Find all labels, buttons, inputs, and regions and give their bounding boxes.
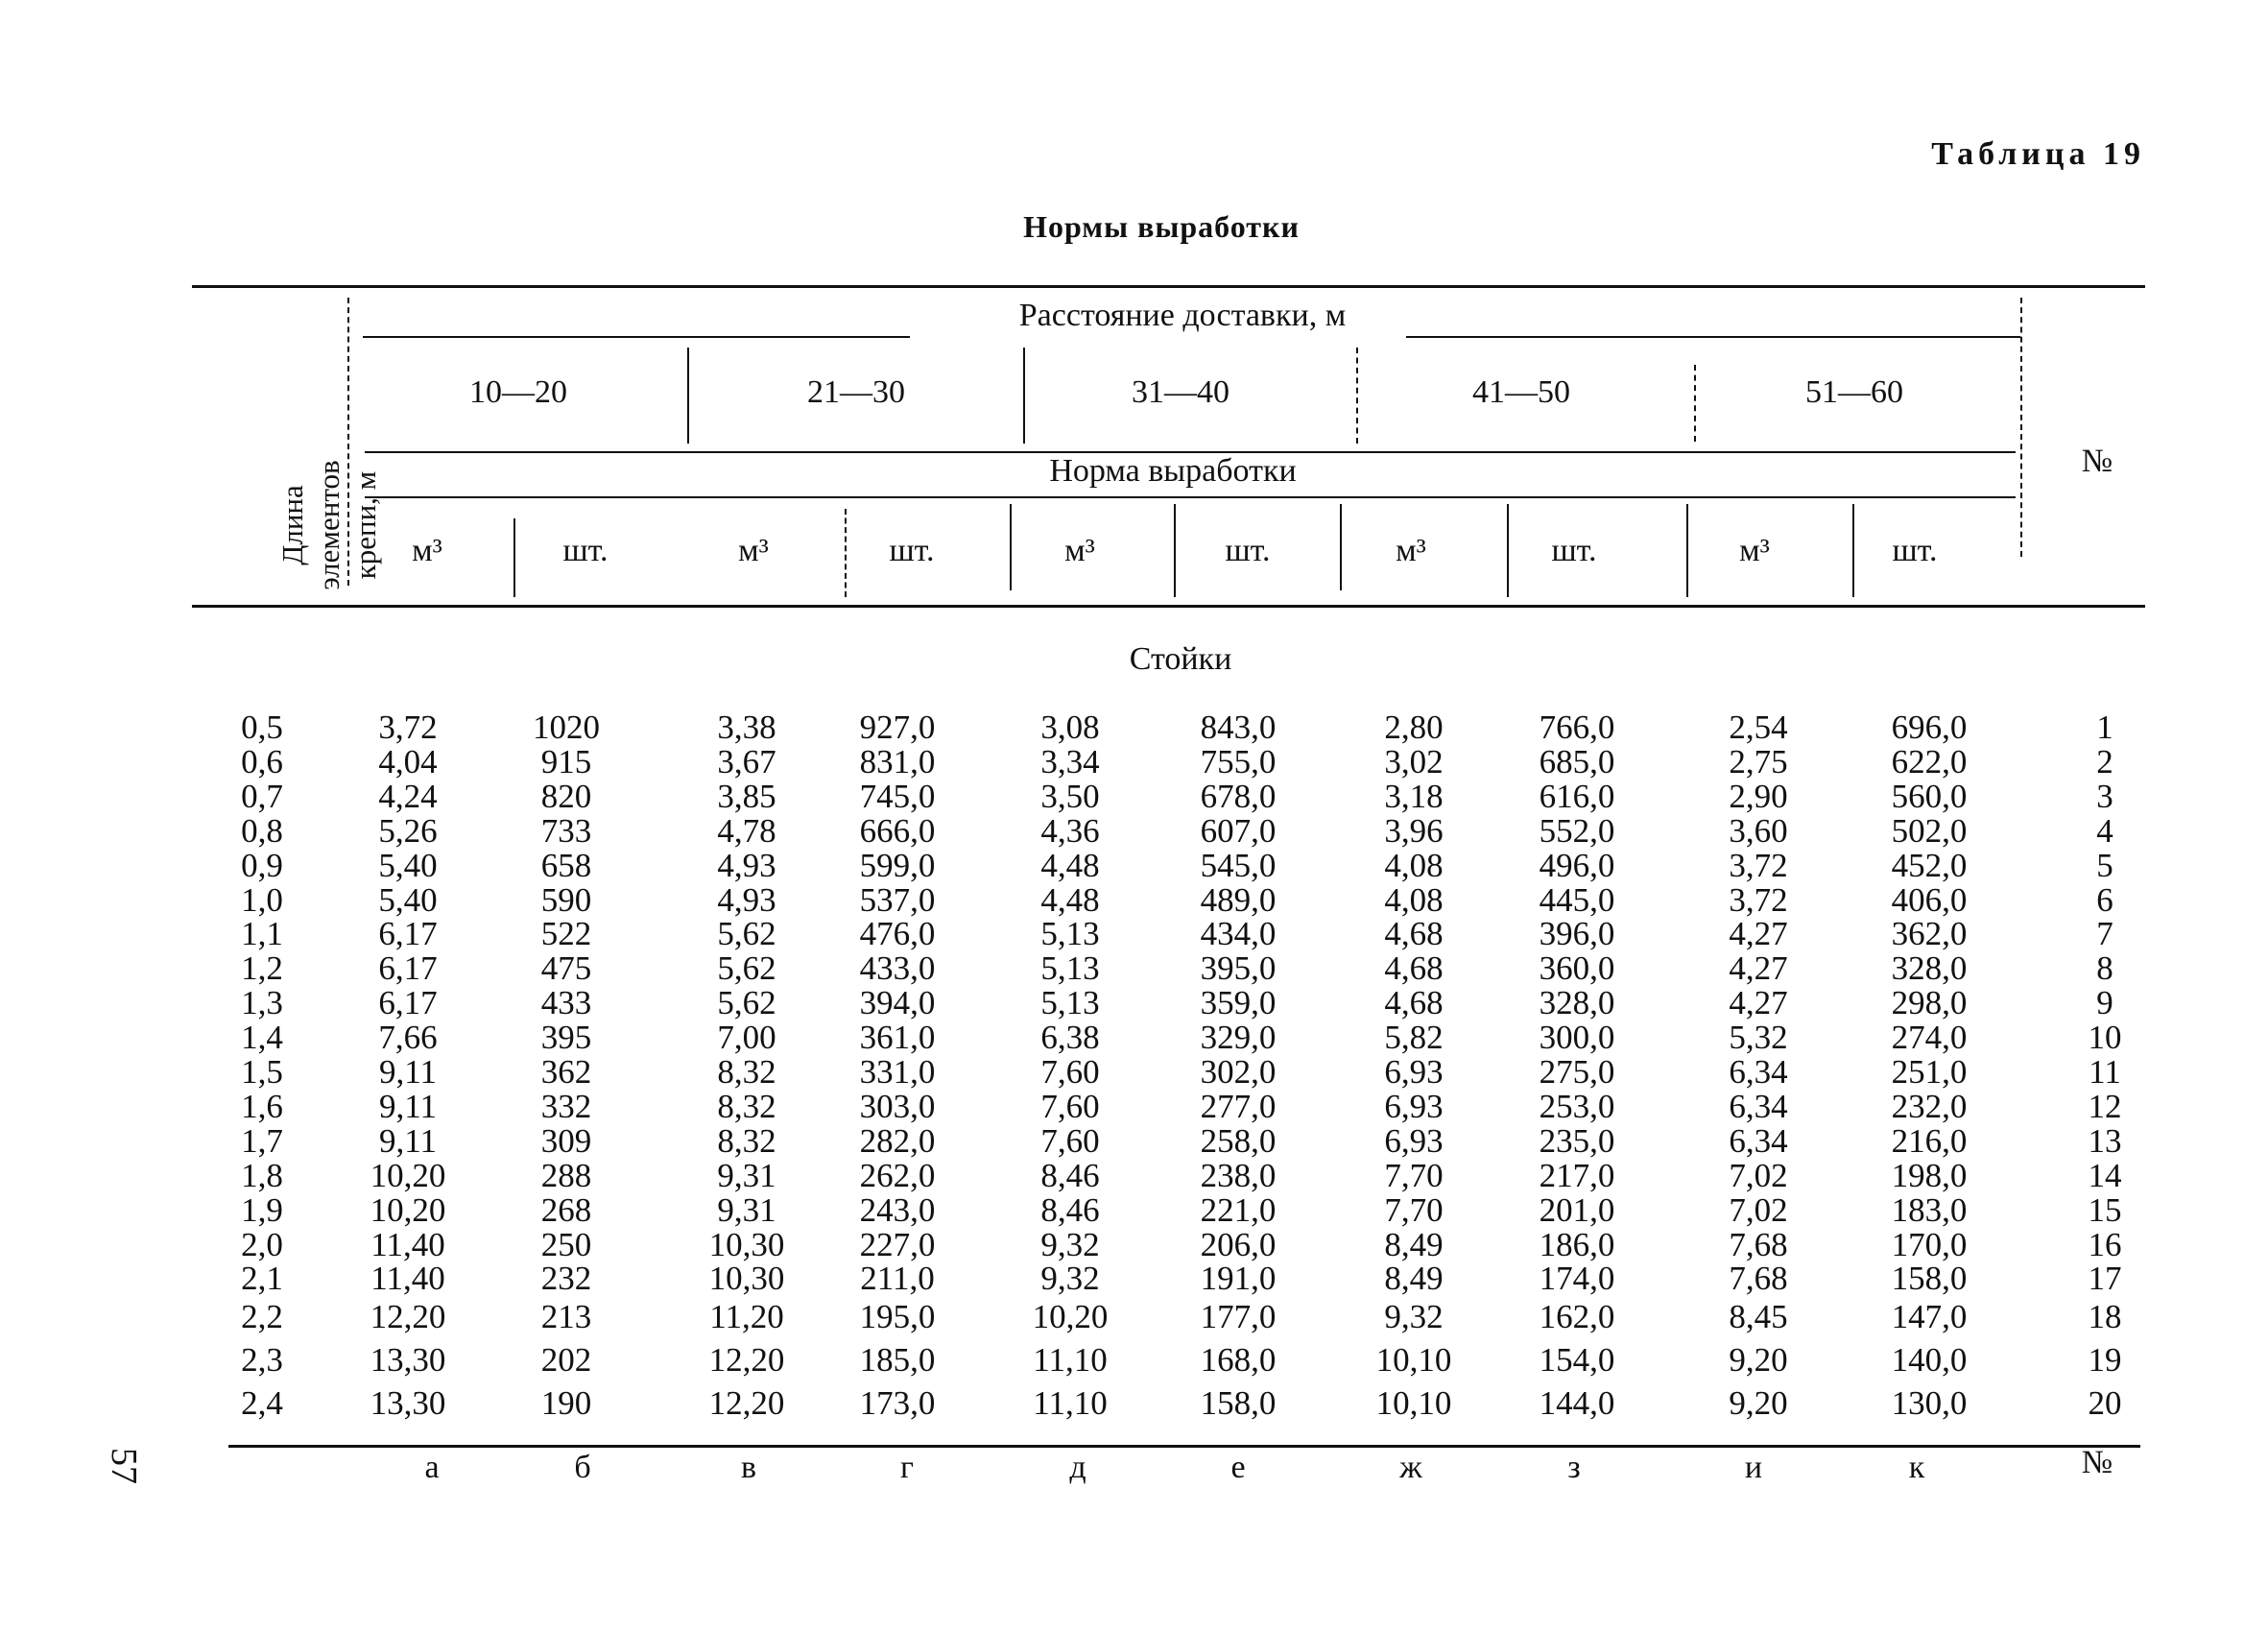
cell-value: 12,20 — [370, 1298, 446, 1335]
cell-value: 170,0 — [1891, 1225, 1968, 1263]
cell-value: 395 — [540, 1019, 592, 1057]
row-length: 0,5 — [241, 708, 283, 746]
cell-value: 11,10 — [1033, 1341, 1108, 1379]
distance-rule-left — [363, 336, 910, 338]
cell-value: 7,60 — [1040, 1121, 1100, 1160]
cell-value: 173,0 — [859, 1384, 936, 1422]
row-number: 6 — [2096, 880, 2113, 919]
cell-value: 7,70 — [1384, 1156, 1444, 1194]
row-number: 5 — [2096, 846, 2113, 884]
row-label-header: Длина элементов крепи, м — [275, 460, 382, 590]
number-header: № — [2081, 444, 2113, 479]
row-length: 2,2 — [241, 1298, 283, 1335]
cell-value: 476,0 — [859, 915, 936, 953]
cell-value: 475 — [540, 949, 592, 988]
cell-value: 4,68 — [1384, 984, 1444, 1022]
cell-value: 3,08 — [1040, 708, 1100, 746]
unit-header-5: м³ — [1064, 533, 1095, 568]
cell-value: 158,0 — [1200, 1384, 1277, 1422]
cell-value: 258,0 — [1200, 1121, 1277, 1160]
cell-value: 235,0 — [1539, 1121, 1615, 1160]
row-length: 0,8 — [241, 811, 283, 850]
cell-value: 733 — [540, 811, 592, 850]
cell-value: 6,34 — [1729, 1121, 1788, 1160]
table-title: Нормы выработки — [1023, 209, 1300, 244]
cell-value: 174,0 — [1539, 1260, 1615, 1298]
cell-value: 7,66 — [378, 1019, 438, 1057]
cell-value: 7,00 — [717, 1019, 776, 1057]
cell-value: 8,46 — [1040, 1190, 1100, 1229]
cell-value: 268 — [540, 1190, 592, 1229]
cell-value: 12,20 — [708, 1341, 785, 1379]
cell-value: 915 — [540, 742, 592, 780]
cell-value: 154,0 — [1539, 1341, 1615, 1379]
cell-value: 622,0 — [1891, 742, 1968, 780]
cell-value: 5,62 — [717, 915, 776, 953]
cell-value: 9,32 — [1040, 1260, 1100, 1298]
cell-value: 6,38 — [1040, 1019, 1100, 1057]
cell-value: 8,46 — [1040, 1156, 1100, 1194]
cell-value: 5,62 — [717, 984, 776, 1022]
range-header-4: 41—50 — [1472, 374, 1570, 410]
cell-value: 144,0 — [1539, 1384, 1615, 1422]
cell-value: 4,27 — [1729, 949, 1788, 988]
unit-header-3: м³ — [738, 533, 769, 568]
norm-rule — [365, 496, 2016, 498]
footer-letter-e: е — [1230, 1450, 1246, 1485]
cell-value: 274,0 — [1891, 1019, 1968, 1057]
cell-value: 11,40 — [370, 1260, 445, 1298]
cell-value: 6,17 — [378, 984, 438, 1022]
range-divider-3 — [1356, 348, 1358, 444]
row-length: 0,7 — [241, 777, 283, 815]
cell-value: 168,0 — [1200, 1341, 1277, 1379]
cell-value: 243,0 — [859, 1190, 936, 1229]
cell-value: 3,72 — [378, 708, 438, 746]
cell-value: 13,30 — [370, 1341, 446, 1379]
row-number: 18 — [2088, 1298, 2122, 1335]
footer-rule — [228, 1445, 2140, 1448]
row-number: 19 — [2088, 1341, 2122, 1379]
cell-value: 309 — [540, 1121, 592, 1160]
cell-value: 396,0 — [1539, 915, 1615, 953]
row-length: 1,4 — [241, 1019, 283, 1057]
range-header-5: 51—60 — [1805, 374, 1903, 410]
cell-value: 4,27 — [1729, 984, 1788, 1022]
range-header-3: 31—40 — [1132, 374, 1229, 410]
unit-divider-2 — [845, 509, 847, 597]
cell-value: 288 — [540, 1156, 592, 1194]
row-length: 2,3 — [241, 1341, 283, 1379]
unit-header-4: шт. — [889, 533, 935, 568]
cell-value: 328,0 — [1539, 984, 1615, 1022]
cell-value: 211,0 — [860, 1260, 935, 1298]
cell-value: 7,02 — [1729, 1190, 1788, 1229]
unit-header-9: м³ — [1739, 533, 1770, 568]
cell-value: 275,0 — [1539, 1053, 1615, 1091]
cell-value: 755,0 — [1200, 742, 1277, 780]
cell-value: 9,31 — [717, 1156, 776, 1194]
cell-value: 185,0 — [859, 1341, 936, 1379]
cell-value: 360,0 — [1539, 949, 1615, 988]
cell-value: 6,93 — [1384, 1121, 1444, 1160]
cell-value: 227,0 — [859, 1225, 936, 1263]
range-header-2: 21—30 — [807, 374, 905, 410]
cell-value: 831,0 — [859, 742, 936, 780]
cell-value: 206,0 — [1200, 1225, 1277, 1263]
range-header-1: 10—20 — [469, 374, 567, 410]
row-length: 1,2 — [241, 949, 283, 988]
cell-value: 298,0 — [1891, 984, 1968, 1022]
cell-value: 599,0 — [859, 846, 936, 884]
cell-value: 12,20 — [708, 1384, 785, 1422]
unit-header-6: шт. — [1225, 533, 1271, 568]
cell-value: 262,0 — [859, 1156, 936, 1194]
cell-value: 3,72 — [1729, 880, 1788, 919]
cell-value: 4,27 — [1729, 915, 1788, 953]
cell-value: 4,68 — [1384, 915, 1444, 953]
cell-value: 250 — [540, 1225, 592, 1263]
cell-value: 130,0 — [1891, 1384, 1968, 1422]
footer-letter-d: д — [1069, 1450, 1086, 1485]
cell-value: 10,20 — [370, 1190, 446, 1229]
cell-value: 522 — [540, 915, 592, 953]
cell-value: 678,0 — [1200, 777, 1277, 815]
cell-value: 9,11 — [379, 1053, 437, 1091]
cell-value: 496,0 — [1539, 846, 1615, 884]
cell-value: 7,68 — [1729, 1225, 1788, 1263]
cell-value: 5,26 — [378, 811, 438, 850]
cell-value: 3,85 — [717, 777, 776, 815]
cell-value: 7,68 — [1729, 1260, 1788, 1298]
cell-value: 359,0 — [1200, 984, 1277, 1022]
cell-value: 2,54 — [1729, 708, 1788, 746]
cell-value: 362 — [540, 1053, 592, 1091]
unit-header-7: м³ — [1396, 533, 1426, 568]
cell-value: 3,38 — [717, 708, 776, 746]
unit-header-2: шт. — [562, 533, 609, 568]
cell-value: 4,36 — [1040, 811, 1100, 850]
range-divider-2 — [1023, 348, 1025, 444]
cell-value: 4,78 — [717, 811, 776, 850]
page-number: 57 — [104, 1448, 144, 1484]
cell-value: 277,0 — [1200, 1087, 1277, 1125]
row-length: 1,5 — [241, 1053, 283, 1091]
cell-value: 434,0 — [1200, 915, 1277, 953]
cell-value: 766,0 — [1539, 708, 1615, 746]
cell-value: 10,20 — [370, 1156, 446, 1194]
cell-value: 3,34 — [1040, 742, 1100, 780]
cell-value: 6,17 — [378, 949, 438, 988]
cell-value: 198,0 — [1891, 1156, 1968, 1194]
cell-value: 3,72 — [1729, 846, 1788, 884]
cell-value: 3,18 — [1384, 777, 1444, 815]
row-number: 16 — [2088, 1225, 2122, 1263]
cell-value: 5,13 — [1040, 915, 1100, 953]
cell-value: 332 — [540, 1087, 592, 1125]
cell-value: 221,0 — [1200, 1190, 1277, 1229]
cell-value: 10,20 — [1032, 1298, 1109, 1335]
row-length: 1,0 — [241, 880, 283, 919]
cell-value: 9,20 — [1729, 1341, 1788, 1379]
cell-value: 253,0 — [1539, 1087, 1615, 1125]
cell-value: 6,93 — [1384, 1053, 1444, 1091]
cell-value: 331,0 — [859, 1053, 936, 1091]
cell-value: 927,0 — [859, 708, 936, 746]
cell-value: 7,60 — [1040, 1087, 1100, 1125]
cell-value: 11,40 — [370, 1225, 445, 1263]
cell-value: 9,11 — [379, 1121, 437, 1160]
cell-value: 232 — [540, 1260, 592, 1298]
cell-value: 3,96 — [1384, 811, 1444, 850]
cell-value: 328,0 — [1891, 949, 1968, 988]
row-length: 2,0 — [241, 1225, 283, 1263]
cell-value: 2,90 — [1729, 777, 1788, 815]
row-number: 8 — [2096, 949, 2113, 988]
cell-value: 238,0 — [1200, 1156, 1277, 1194]
cell-value: 5,32 — [1729, 1019, 1788, 1057]
cell-value: 7,02 — [1729, 1156, 1788, 1194]
cell-value: 217,0 — [1539, 1156, 1615, 1194]
cell-value: 7,60 — [1040, 1053, 1100, 1091]
cell-value: 216,0 — [1891, 1121, 1968, 1160]
footer-letter-a: а — [424, 1450, 440, 1485]
cell-value: 10,10 — [1375, 1341, 1452, 1379]
footer-letter-zh: ж — [1399, 1450, 1422, 1485]
number-divider — [2020, 298, 2022, 557]
cell-value: 5,13 — [1040, 949, 1100, 988]
row-length: 1,7 — [241, 1121, 283, 1160]
row-number: 20 — [2088, 1384, 2122, 1422]
row-number: 2 — [2096, 742, 2113, 780]
unit-divider-1 — [513, 518, 515, 597]
cell-value: 745,0 — [859, 777, 936, 815]
cell-value: 10,10 — [1375, 1384, 1452, 1422]
cell-value: 186,0 — [1539, 1225, 1615, 1263]
row-number: 14 — [2088, 1156, 2122, 1194]
cell-value: 232,0 — [1891, 1087, 1968, 1125]
cell-value: 362,0 — [1891, 915, 1968, 953]
unit-header-1: м³ — [412, 533, 442, 568]
cell-value: 202 — [540, 1341, 592, 1379]
cell-value: 140,0 — [1891, 1341, 1968, 1379]
cell-value: 7,70 — [1384, 1190, 1444, 1229]
cell-value: 607,0 — [1200, 811, 1277, 850]
cell-value: 502,0 — [1891, 811, 1968, 850]
footer-letter-i: и — [1744, 1450, 1763, 1485]
cell-value: 329,0 — [1200, 1019, 1277, 1057]
cell-value: 5,62 — [717, 949, 776, 988]
cell-value: 658 — [540, 846, 592, 884]
unit-divider-8 — [1852, 504, 1854, 597]
cell-value: 4,08 — [1384, 846, 1444, 884]
row-number: 17 — [2088, 1260, 2122, 1298]
cell-value: 6,17 — [378, 915, 438, 953]
row-number: 7 — [2096, 915, 2113, 953]
header-bottom-rule — [192, 605, 2145, 608]
cell-value: 9,31 — [717, 1190, 776, 1229]
table-label: Таблица 19 — [1931, 136, 2145, 172]
unit-divider-4 — [1174, 504, 1176, 597]
cell-value: 4,48 — [1040, 846, 1100, 884]
unit-divider-3 — [1010, 504, 1012, 590]
cell-value: 2,80 — [1384, 708, 1444, 746]
cell-value: 4,93 — [717, 880, 776, 919]
cell-value: 843,0 — [1200, 708, 1277, 746]
footer-number-label: № — [2081, 1445, 2113, 1480]
cell-value: 183,0 — [1891, 1190, 1968, 1229]
cell-value: 6,93 — [1384, 1087, 1444, 1125]
norm-header: Норма выработки — [969, 453, 1376, 490]
cell-value: 9,11 — [379, 1087, 437, 1125]
cell-value: 445,0 — [1539, 880, 1615, 919]
cell-value: 158,0 — [1891, 1260, 1968, 1298]
distance-header: Расстояние доставки, м — [974, 298, 1391, 334]
section-label: Стойки — [1129, 641, 1232, 677]
cell-value: 433 — [540, 984, 592, 1022]
cell-value: 8,49 — [1384, 1260, 1444, 1298]
cell-value: 3,02 — [1384, 742, 1444, 780]
unit-header-8: шт. — [1551, 533, 1597, 568]
cell-value: 560,0 — [1891, 777, 1968, 815]
row-number: 11 — [2089, 1053, 2121, 1091]
footer-letter-g: г — [900, 1450, 914, 1485]
cell-value: 213 — [540, 1298, 592, 1335]
row-number: 13 — [2088, 1121, 2122, 1160]
row-number: 10 — [2088, 1019, 2122, 1057]
cell-value: 6,34 — [1729, 1087, 1788, 1125]
cell-value: 5,13 — [1040, 984, 1100, 1022]
cell-value: 8,32 — [717, 1121, 776, 1160]
range-divider-4 — [1694, 365, 1696, 442]
row-length: 2,4 — [241, 1384, 283, 1422]
row-number: 9 — [2096, 984, 2113, 1022]
cell-value: 3,50 — [1040, 777, 1100, 815]
cell-value: 666,0 — [859, 811, 936, 850]
row-length: 0,6 — [241, 742, 283, 780]
cell-value: 190 — [540, 1384, 592, 1422]
cell-value: 303,0 — [859, 1087, 936, 1125]
row-number: 4 — [2096, 811, 2113, 850]
cell-value: 489,0 — [1200, 880, 1277, 919]
cell-value: 4,24 — [378, 777, 438, 815]
cell-value: 616,0 — [1539, 777, 1615, 815]
row-number: 15 — [2088, 1190, 2122, 1229]
row-length: 0,9 — [241, 846, 283, 884]
cell-value: 4,93 — [717, 846, 776, 884]
row-number: 3 — [2096, 777, 2113, 815]
cell-value: 552,0 — [1539, 811, 1615, 850]
cell-value: 8,32 — [717, 1053, 776, 1091]
cell-value: 433,0 — [859, 949, 936, 988]
row-length: 1,9 — [241, 1190, 283, 1229]
cell-value: 685,0 — [1539, 742, 1615, 780]
cell-value: 9,20 — [1729, 1384, 1788, 1422]
footer-letter-z: з — [1567, 1450, 1581, 1485]
footer-letter-v: в — [740, 1450, 757, 1485]
cell-value: 696,0 — [1891, 708, 1968, 746]
distance-rule-right — [1406, 336, 2020, 338]
top-rule — [192, 285, 2145, 288]
cell-value: 302,0 — [1200, 1053, 1277, 1091]
row-length: 1,1 — [241, 915, 283, 953]
cell-value: 3,67 — [717, 742, 776, 780]
cell-value: 251,0 — [1891, 1053, 1968, 1091]
cell-value: 452,0 — [1891, 846, 1968, 884]
unit-divider-7 — [1686, 504, 1688, 597]
cell-value: 4,04 — [378, 742, 438, 780]
cell-value: 282,0 — [859, 1121, 936, 1160]
cell-value: 9,32 — [1040, 1225, 1100, 1263]
cell-value: 406,0 — [1891, 880, 1968, 919]
cell-value: 191,0 — [1200, 1260, 1277, 1298]
row-number: 1 — [2096, 708, 2113, 746]
cell-value: 590 — [540, 880, 592, 919]
cell-value: 162,0 — [1539, 1298, 1615, 1335]
cell-value: 820 — [540, 777, 592, 815]
cell-value: 394,0 — [859, 984, 936, 1022]
cell-value: 4,48 — [1040, 880, 1100, 919]
footer-letter-k: к — [1908, 1450, 1925, 1485]
cell-value: 5,40 — [378, 846, 438, 884]
unit-divider-5 — [1340, 504, 1342, 590]
cell-value: 5,82 — [1384, 1019, 1444, 1057]
range-divider-1 — [687, 348, 689, 444]
cell-value: 537,0 — [859, 880, 936, 919]
footer-letter-b: б — [574, 1450, 591, 1485]
cell-value: 3,60 — [1729, 811, 1788, 850]
cell-value: 177,0 — [1200, 1298, 1277, 1335]
cell-value: 8,32 — [717, 1087, 776, 1125]
cell-value: 2,75 — [1729, 742, 1788, 780]
row-length: 2,1 — [241, 1260, 283, 1298]
cell-value: 361,0 — [859, 1019, 936, 1057]
cell-value: 13,30 — [370, 1384, 446, 1422]
row-length: 1,3 — [241, 984, 283, 1022]
cell-value: 545,0 — [1200, 846, 1277, 884]
row-length: 1,6 — [241, 1087, 283, 1125]
cell-value: 4,68 — [1384, 949, 1444, 988]
cell-value: 5,40 — [378, 880, 438, 919]
unit-divider-6 — [1507, 504, 1509, 597]
cell-value: 10,30 — [708, 1260, 785, 1298]
cell-value: 4,08 — [1384, 880, 1444, 919]
cell-value: 147,0 — [1891, 1298, 1968, 1335]
cell-value: 201,0 — [1539, 1190, 1615, 1229]
cell-value: 11,10 — [1033, 1384, 1108, 1422]
cell-value: 10,30 — [708, 1225, 785, 1263]
cell-value: 8,49 — [1384, 1225, 1444, 1263]
cell-value: 9,32 — [1384, 1298, 1444, 1335]
cell-value: 395,0 — [1200, 949, 1277, 988]
cell-value: 11,20 — [709, 1298, 784, 1335]
row-number: 12 — [2088, 1087, 2122, 1125]
row-length: 1,8 — [241, 1156, 283, 1194]
cell-value: 8,45 — [1729, 1298, 1788, 1335]
cell-value: 195,0 — [859, 1298, 936, 1335]
unit-header-10: шт. — [1892, 533, 1938, 568]
cell-value: 1020 — [533, 708, 600, 746]
cell-value: 300,0 — [1539, 1019, 1615, 1057]
cell-value: 6,34 — [1729, 1053, 1788, 1091]
